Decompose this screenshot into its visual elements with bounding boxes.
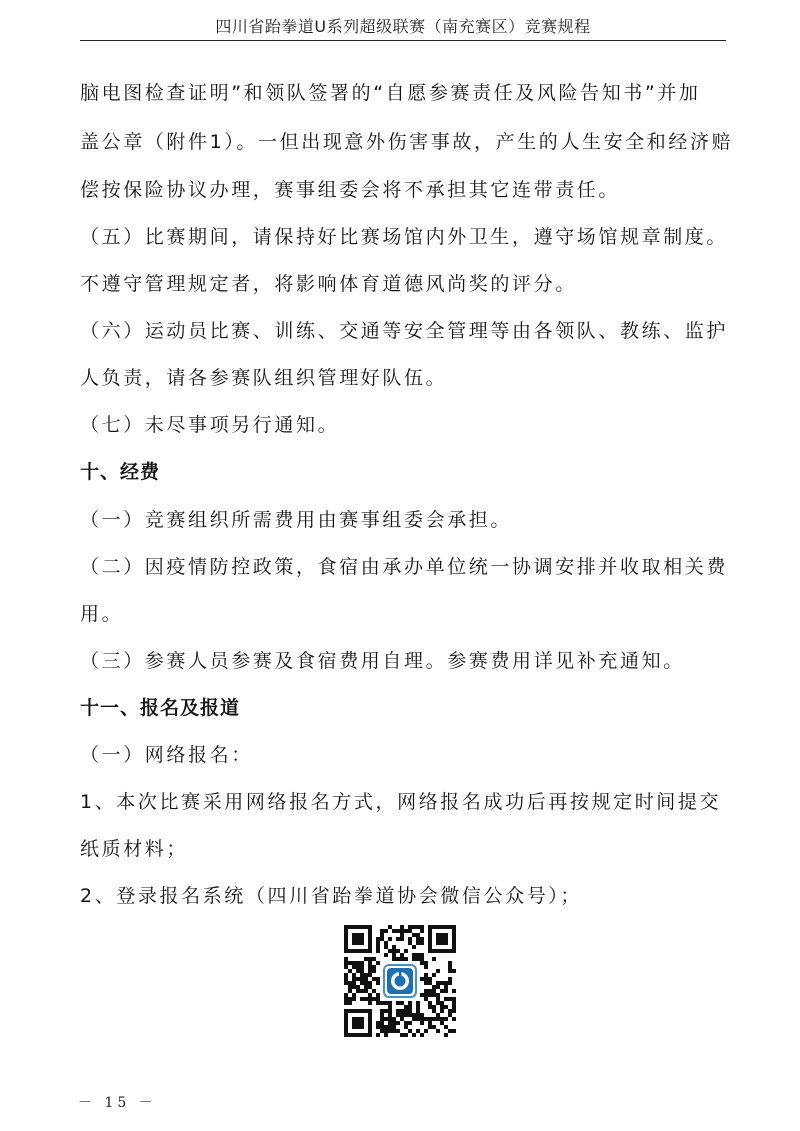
paragraph-line: 人负责，请各参赛队组织管理好队伍。: [80, 367, 448, 389]
paragraph-line: （一）网络报名：: [80, 744, 253, 766]
paragraph-line: （七）未尽事项另行通知。: [80, 414, 340, 436]
qr-finder-top-right: [428, 925, 456, 953]
paragraph-line: 盖公章（附件1）。一但出现意外伤害事故，产生的人生安全和经济赔: [80, 131, 734, 153]
header-divider: [80, 40, 726, 41]
qr-center-logo-icon: [384, 965, 416, 997]
paragraph-line: （六）运动员比赛、训练、交通等安全管理等由各领队、教练、监护: [80, 320, 729, 342]
paragraph-line: （二）因疫情防控政策，食宿由承办单位统一协调安排并收取相关费: [80, 556, 729, 578]
paragraph-line: （五）比赛期间，请保持好比赛场馆内外卫生，遵守场馆规章制度。: [80, 226, 729, 248]
paragraph-line: 纸质材料；: [80, 838, 189, 860]
page-number: － 15 －: [78, 1095, 157, 1111]
paragraph-line: （一）竞赛组织所需费用由赛事组委会承担。: [80, 509, 513, 531]
paragraph-line: 用。: [80, 603, 124, 625]
paragraph-line: 不遵守管理规定者，将影响体育道德风尚奖的评分。: [80, 273, 577, 295]
paragraph-line: （三）参赛人员参赛及食宿费用自理。参赛费用详见补充通知。: [80, 650, 685, 672]
qr-finder-top-left: [344, 925, 372, 953]
qr-finder-bottom-left: [344, 1009, 372, 1037]
paragraph-line: 1、本次比赛采用网络报名方式，网络报名成功后再按规定时间提交: [80, 791, 722, 813]
paragraph-line: 脑电图检查证明”和领队签署的“自愿参赛责任及风险告知书”并加: [80, 82, 701, 104]
paragraph-line: 2、登录报名系统（四川省跆拳道协会微信公众号）；: [80, 885, 582, 907]
page-header-title: 四川省跆拳道U系列超级联赛（南充赛区）竞赛规程: [215, 17, 591, 36]
section-heading-funding: 十、经费: [80, 461, 161, 483]
qr-code-icon[interactable]: [344, 925, 456, 1037]
section-heading-registration: 十一、报名及报道: [80, 697, 241, 719]
paragraph-line: 偿按保险协议办理，赛事组委会将不承担其它连带责任。: [80, 179, 621, 201]
